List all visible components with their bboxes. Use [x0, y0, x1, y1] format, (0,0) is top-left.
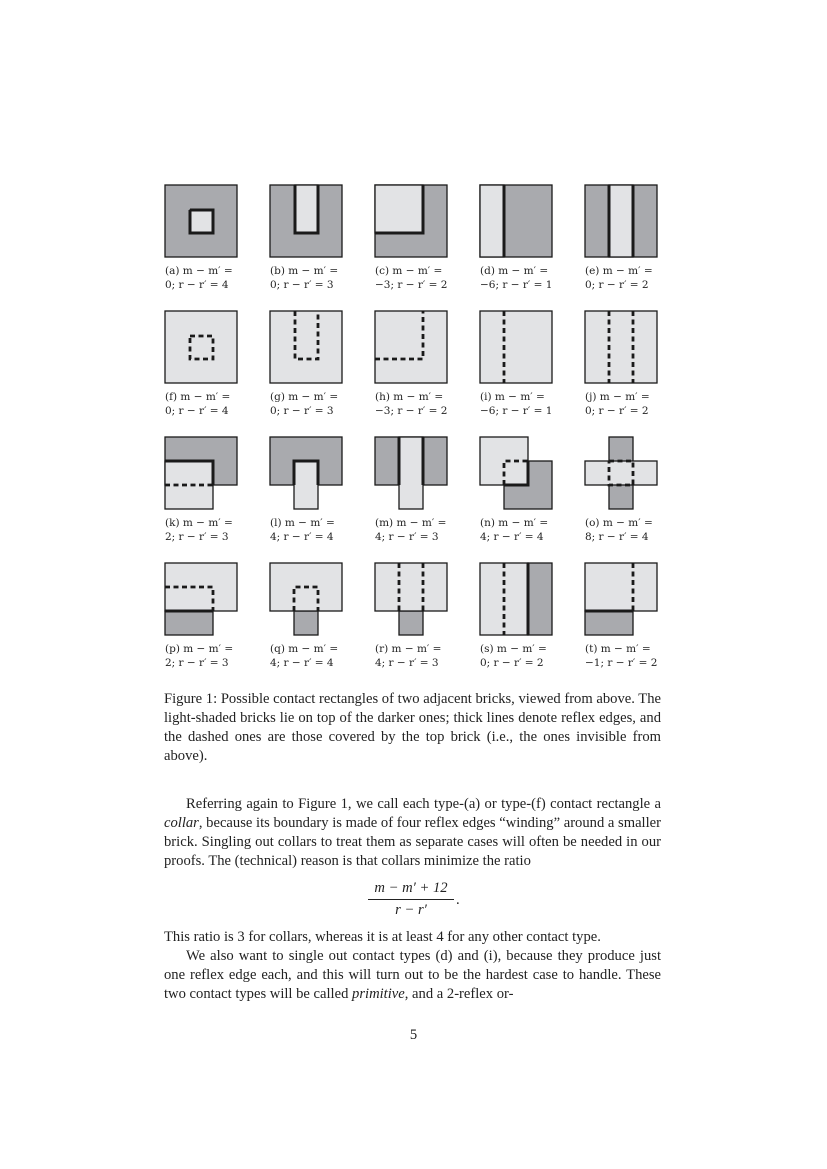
top-brick: [190, 210, 213, 233]
figure-caption: Figure 1: Possible contact rectangles of two adjacent bricks, viewed from above. The light-shaded bricks lie on top of the darker ones; thick lines denote reflex edges, and the dashed ones are those covered by the top brick (i.e., the ones invisible from above).: [164, 691, 661, 764]
top-brick: [480, 311, 552, 383]
caption-line-1: (j) m − m′ =: [585, 391, 650, 403]
contact-panel-g: [270, 311, 342, 383]
panel-caption: [480, 516, 570, 544]
caption-line-2: 4; r − r′ = 4: [270, 531, 334, 543]
contact-panel-p: [165, 563, 237, 635]
contact-panel-s: [480, 563, 552, 635]
panel-caption: [585, 264, 675, 292]
caption-line-1: (c) m − m′ =: [375, 265, 443, 277]
panel-caption: [585, 516, 675, 544]
caption-line-2: 2; r − r′ = 3: [165, 657, 229, 669]
top-brick: [609, 185, 633, 257]
caption-line-1: (g) m − m′ =: [270, 391, 339, 403]
caption-line-2: 0; r − r′ = 4: [165, 279, 229, 291]
contact-panel-m: [375, 437, 447, 509]
panel-caption: [165, 264, 255, 292]
page-number: 5: [409, 1027, 418, 1043]
top-brick: [399, 437, 423, 509]
panel-caption: [165, 516, 255, 544]
paragraph-primitive: We also want to single out contact types (d) and (i), because they produce just one reflex edge each, and this will turn out to be the hardest case to handle. These two contact types will be called primitive, and a 2-reflex or-: [164, 948, 661, 1002]
caption-line-2: −1; r − r′ = 2: [585, 657, 658, 669]
contact-panel-n: [480, 437, 552, 509]
top-brick: [375, 563, 447, 611]
contact-panel-e: [585, 185, 657, 257]
panel-caption: [165, 390, 255, 418]
caption-line-1: (i) m − m′ =: [480, 391, 545, 403]
caption-line-2: 0; r − r′ = 4: [165, 405, 229, 417]
panel-caption: [270, 642, 360, 670]
panel-caption: [375, 390, 465, 418]
contact-panel-l: [270, 437, 342, 509]
formula-numerator: m − m′ + 12: [368, 880, 454, 900]
contact-panel-c: [375, 185, 447, 257]
panel-caption: [270, 516, 360, 544]
caption-line-2: −3; r − r′ = 2: [375, 279, 448, 291]
top-brick: [585, 563, 657, 611]
bottom-brick: [585, 611, 633, 635]
panel-caption: [270, 264, 360, 292]
contact-panel-a: [165, 185, 237, 257]
bottom-brick: [528, 563, 552, 635]
top-brick: [165, 311, 237, 383]
panel-caption: [375, 516, 465, 544]
contact-panel-o: [585, 437, 657, 509]
bottom-brick: [165, 611, 213, 635]
panel-caption: [375, 642, 465, 670]
caption-line-2: 0; r − r′ = 2: [480, 657, 544, 669]
contact-panel-r: [375, 563, 447, 635]
caption-line-1: (t) m − m′ =: [585, 643, 651, 655]
paragraph-ratio: This ratio is 3 for collars, whereas it is at least 4 for any other contact type.: [164, 929, 601, 945]
caption-line-2: 2; r − r′ = 3: [165, 531, 229, 543]
panel-caption: [375, 264, 465, 292]
top-brick: [270, 311, 342, 383]
caption-line-2: 0; r − r′ = 2: [585, 405, 649, 417]
caption-line-1: (s) m − m′ =: [480, 643, 547, 655]
caption-line-1: (q) m − m′ =: [270, 643, 339, 655]
formula-period: .: [456, 892, 460, 908]
panel-caption: [585, 390, 675, 418]
contact-panel-h: [375, 311, 447, 383]
panel-caption: [480, 390, 570, 418]
paragraph-collar: Referring again to Figure 1, we call each type-(a) or type-(f) contact rectangle a collar, because its boundary is made of four reflex edges “winding” around a smaller brick. Singling out collars to treat them as separate cases will often be needed in our proofs. The (technical) reason is that collars minimize the ratio: [164, 796, 661, 869]
contact-panel-j: [585, 311, 657, 383]
caption-line-1: (o) m − m′ =: [585, 517, 653, 529]
top-brick: [295, 185, 318, 233]
caption-line-1: (k) m − m′ =: [165, 517, 233, 529]
caption-line-2: 0; r − r′ = 3: [270, 279, 334, 291]
caption-line-2: 4; r − r′ = 4: [480, 531, 544, 543]
contact-panel-i: [480, 311, 552, 383]
contact-panel-t: [585, 563, 657, 635]
caption-line-2: −6; r − r′ = 1: [480, 279, 553, 291]
caption-line-1: (p) m − m′ =: [165, 643, 234, 655]
panel-caption: [165, 642, 255, 670]
contact-panel-q: [270, 563, 342, 635]
contact-panel-d: [480, 185, 552, 257]
caption-line-1: (a) m − m′ =: [165, 265, 233, 277]
top-brick: [480, 437, 528, 485]
caption-line-1: (e) m − m′ =: [585, 265, 653, 277]
top-brick: [165, 461, 213, 509]
caption-line-2: 4; r − r′ = 3: [375, 531, 439, 543]
panel-caption: [270, 390, 360, 418]
caption-line-2: −6; r − r′ = 1: [480, 405, 553, 417]
caption-line-1: (m) m − m′ =: [375, 517, 447, 529]
caption-line-1: (n) m − m′ =: [480, 517, 549, 529]
formula-denominator: r − r′: [395, 902, 427, 918]
top-brick: [375, 311, 447, 383]
caption-line-1: (r) m − m′ =: [375, 643, 442, 655]
top-brick: [585, 461, 657, 485]
panel-caption: [480, 264, 570, 292]
top-brick: [375, 185, 423, 233]
panel-caption: [585, 642, 675, 670]
caption-line-2: 4; r − r′ = 3: [375, 657, 439, 669]
contact-panel-b: [270, 185, 342, 257]
bottom-brick: [399, 611, 423, 635]
caption-line-1: (d) m − m′ =: [480, 265, 549, 277]
ratio-formula: [368, 880, 478, 919]
panel-caption: [480, 642, 570, 670]
caption-line-2: 0; r − r′ = 3: [270, 405, 334, 417]
caption-line-1: (h) m − m′ =: [375, 391, 444, 403]
caption-line-2: 4; r − r′ = 4: [270, 657, 334, 669]
top-brick: [294, 461, 318, 509]
caption-line-1: (f) m − m′ =: [165, 391, 231, 403]
contact-panel-k: [165, 437, 237, 509]
caption-line-2: 8; r − r′ = 4: [585, 531, 649, 543]
caption-line-2: 0; r − r′ = 2: [585, 279, 649, 291]
caption-line-2: −3; r − r′ = 2: [375, 405, 448, 417]
caption-line-1: (l) m − m′ =: [270, 517, 335, 529]
top-brick: [585, 311, 657, 383]
bottom-brick: [294, 611, 318, 635]
caption-line-1: (b) m − m′ =: [270, 265, 339, 277]
contact-panel-f: [165, 311, 237, 383]
top-brick: [480, 185, 504, 257]
